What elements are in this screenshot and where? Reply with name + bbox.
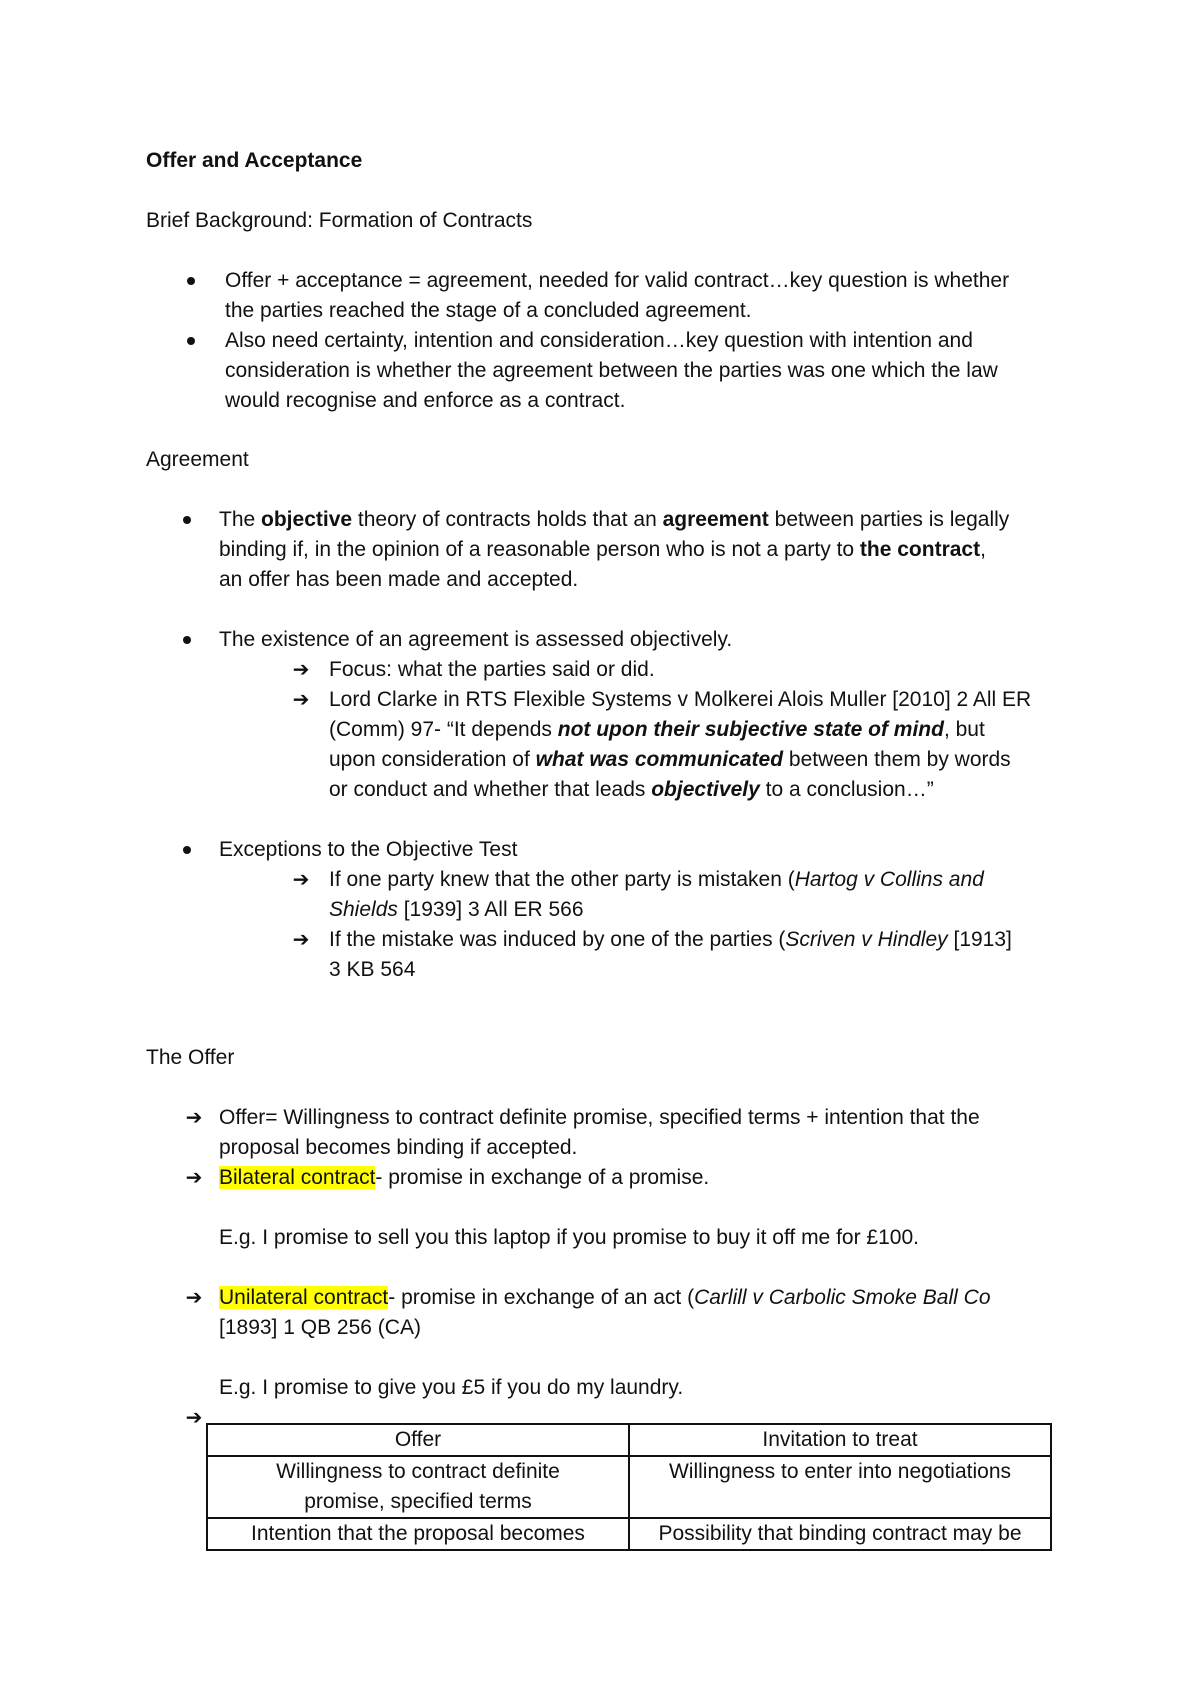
background-bullet-1-line-2: the parties reached the stage of a concluded agreement. xyxy=(225,299,752,322)
text-run: or conduct and whether that leads xyxy=(329,778,652,801)
arrow-right-icon: ➔ xyxy=(292,659,310,681)
exceptions-heading: Exceptions to the Objective Test xyxy=(219,838,518,861)
text-run: , xyxy=(980,538,986,561)
text-run: If one party knew that the other party is mistaken ( xyxy=(329,868,795,891)
section-heading-agreement: Agreement xyxy=(146,448,249,471)
emphasis-agreement: agreement xyxy=(662,508,769,531)
table-row xyxy=(207,1518,1051,1550)
unilateral-contract-line-1 xyxy=(219,1283,991,1313)
background-bullet-2-line-2: consideration is whether the agreement between the parties was one which the law xyxy=(225,359,998,382)
cell-line: Possibility that binding contract may be xyxy=(658,1522,1022,1545)
lord-clarke-line-2 xyxy=(329,715,985,745)
table-cell xyxy=(629,1456,1051,1518)
page-title: Offer and Acceptance xyxy=(146,149,363,172)
cell-line: Willingness to contract definite xyxy=(276,1460,560,1483)
arrow-right-icon: ➔ xyxy=(185,1167,203,1189)
cell-line: promise, specified terms xyxy=(304,1490,532,1513)
unilateral-example: E.g. I promise to give you £5 if you do my laundry. xyxy=(219,1376,684,1399)
offer-definition-line-2: proposal becomes binding if accepted. xyxy=(219,1136,578,1159)
table-header-offer: Offer xyxy=(207,1424,629,1456)
section-heading-background: Brief Background: Formation of Contracts xyxy=(146,209,533,232)
text-run: If the mistake was induced by one of the parties ( xyxy=(329,928,786,951)
text-run: binding if, in the opinion of a reasonable person who is not a party to xyxy=(219,538,860,561)
exception-1-line-2 xyxy=(329,895,584,925)
emphasis-subjective-state: not upon their subjective state of mind xyxy=(557,718,944,741)
background-bullet-1-line-1: Offer + acceptance = agreement, needed for valid contract…key question is whether xyxy=(225,269,1010,292)
text-run: The xyxy=(219,508,262,531)
emphasis-what-was-communicated: what was communicated xyxy=(535,748,784,771)
lord-clarke-line-3 xyxy=(329,745,1011,775)
exception-2-line-2: 3 KB 564 xyxy=(329,958,416,981)
offer-vs-invitation-table xyxy=(206,1423,1052,1551)
text-run: [1939] 3 All ER 566 xyxy=(397,898,584,921)
bilateral-example: E.g. I promise to sell you this laptop if you promise to buy it off me for £100. xyxy=(219,1226,919,1249)
offer-definition-line-1: Offer= Willingness to contract definite promise, specified terms + intention that the xyxy=(219,1106,980,1129)
assessed-objectively: The existence of an agreement is assessed objectively. xyxy=(219,628,733,651)
arrow-right-icon: ➔ xyxy=(292,689,310,711)
text-run: - promise in exchange of a promise. xyxy=(375,1166,710,1189)
case-name-carlill: Carlill v Carbolic Smoke Ball Co xyxy=(694,1286,991,1309)
bullet-dot-icon xyxy=(187,277,195,285)
bilateral-contract xyxy=(219,1163,709,1193)
bullet-dot-icon xyxy=(183,516,191,524)
arrow-right-icon: ➔ xyxy=(292,869,310,891)
text-run: upon consideration of xyxy=(329,748,536,771)
arrow-right-icon: ➔ xyxy=(185,1287,203,1309)
bullet-dot-icon xyxy=(183,636,191,644)
arrow-right-icon: ➔ xyxy=(185,1107,203,1129)
case-name-hartog: Hartog v Collins and xyxy=(794,868,984,891)
emphasis-the-contract: the contract xyxy=(859,538,981,561)
text-run: [1913] xyxy=(947,928,1012,951)
unilateral-contract-line-2: [1893] 1 QB 256 (CA) xyxy=(219,1316,421,1339)
cell-line: Intention that the proposal becomes xyxy=(251,1522,585,1545)
text-run: to a conclusion…” xyxy=(759,778,934,801)
focus-point: Focus: what the parties said or did. xyxy=(329,658,655,681)
case-name-shields: Shields xyxy=(329,898,398,921)
text-run: (Comm) 97- “It depends xyxy=(329,718,558,741)
emphasis-objective: objective xyxy=(261,508,353,531)
text-run: between them by words xyxy=(783,748,1011,771)
cell-line: Willingness to enter into negotiations xyxy=(668,1460,1012,1483)
bullet-dot-icon xyxy=(183,846,191,854)
text-run: - promise in exchange of an act ( xyxy=(388,1286,695,1309)
objective-theory-line-1 xyxy=(219,505,1009,535)
table-header-row xyxy=(207,1424,1051,1456)
objective-theory-line-2 xyxy=(219,535,986,565)
table-cell xyxy=(207,1518,629,1550)
text-run: between parties is legally xyxy=(768,508,1010,531)
text-run: , but xyxy=(943,718,985,741)
lord-clarke-line-4 xyxy=(329,775,934,805)
case-name-scriven: Scriven v Hindley xyxy=(785,928,948,951)
table-cell xyxy=(207,1456,629,1518)
arrow-right-icon: ➔ xyxy=(292,929,310,951)
exception-2-line-1 xyxy=(329,925,1012,955)
exception-1-line-1 xyxy=(329,865,984,895)
table-cell xyxy=(629,1518,1051,1550)
table-header-invitation: Invitation to treat xyxy=(629,1424,1051,1456)
highlight-bilateral-contract: Bilateral contract xyxy=(219,1166,376,1189)
table-row xyxy=(207,1456,1051,1518)
emphasis-objectively: objectively xyxy=(651,778,760,801)
lord-clarke-line-1: Lord Clarke in RTS Flexible Systems v Molkerei Alois Muller [2010] 2 All ER xyxy=(329,688,1032,711)
section-heading-offer: The Offer xyxy=(146,1046,235,1069)
text-run: theory of contracts holds that an xyxy=(352,508,663,531)
arrow-right-icon: ➔ xyxy=(185,1407,203,1429)
bullet-dot-icon xyxy=(187,337,195,345)
background-bullet-2-line-1: Also need certainty, intention and consideration…key question with intention and xyxy=(225,329,973,352)
highlight-unilateral-contract: Unilateral contract xyxy=(219,1286,389,1309)
objective-theory-line-3: an offer has been made and accepted. xyxy=(219,568,579,591)
background-bullet-2-line-3: would recognise and enforce as a contract. xyxy=(225,389,626,412)
